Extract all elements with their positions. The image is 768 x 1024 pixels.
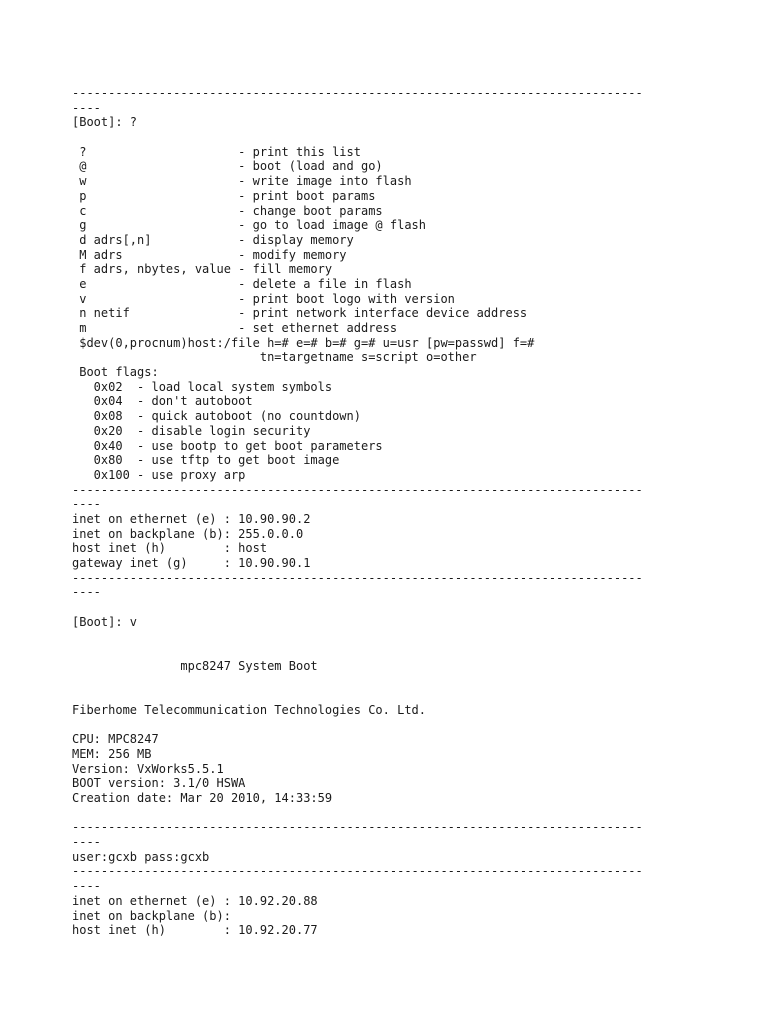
console-line: g - go to load image @ flash <box>72 218 427 233</box>
console-line: inet on ethernet (e) : 10.92.20.88 <box>72 893 318 908</box>
console-line: $dev(0,procnum)host:/file h=# e=# b=# g=# u=usr [pw=passwd] f=# <box>72 335 535 350</box>
console-line: CPU: MPC8247 <box>72 732 159 747</box>
console-line: v - print boot logo with version <box>72 291 455 306</box>
console-line: 0x08 - quick autoboot (no countdown) <box>72 409 361 424</box>
console-line: 0x40 - use bootp to get boot parameters <box>72 438 383 453</box>
console-line <box>72 600 712 615</box>
console-line <box>72 674 712 689</box>
console-line: Boot flags: <box>72 365 159 380</box>
console-line: inet on backplane (b): 255.0.0.0 <box>72 526 304 541</box>
console-line: inet on backplane (b): <box>72 908 231 923</box>
console-line: ---- <box>72 585 101 600</box>
console-line <box>72 130 712 145</box>
console-line: mpc8247 System Boot <box>72 658 318 673</box>
console-line: m - set ethernet address <box>72 321 398 335</box>
console-line: 0x100 - use proxy arp <box>72 467 246 482</box>
console-line: ---- <box>72 100 101 115</box>
console-line: d adrs[,n] - display memory <box>72 232 354 247</box>
console-line: 0x02 - load local system symbols <box>72 379 333 394</box>
console-line: ------------------------------------------------------------------------------- <box>72 86 643 100</box>
console-line: MEM: 256 MB <box>72 746 152 761</box>
console-line: M adrs - modify memory <box>72 247 347 262</box>
console-line: user:gcxb pass:gcxb <box>72 849 210 864</box>
console-line: ---- <box>72 835 101 850</box>
console-line: ------------------------------------------------------------------------------- <box>72 820 643 835</box>
console-line: ? - print this list <box>72 144 361 159</box>
console-line: host inet (h) : 10.92.20.77 <box>72 923 318 938</box>
console-line: [Boot]: v <box>72 614 138 629</box>
console-line: 0x20 - disable login security <box>72 423 311 438</box>
console-line: ---- <box>72 497 101 512</box>
console-line: 0x04 - don't autoboot <box>72 394 253 409</box>
console-line: ------------------------------------------------------------------------------- <box>72 482 643 497</box>
console-line <box>72 629 712 644</box>
console-line: f adrs, nbytes, value - fill memory <box>72 262 333 277</box>
console-line: host inet (h) : host <box>72 541 268 556</box>
console-line: inet on ethernet (e) : 10.90.90.2 <box>72 511 311 526</box>
console-lines <box>72 86 712 938</box>
console-line: Creation date: Mar 20 2010, 14:33:59 <box>72 791 333 805</box>
console-line: ---- <box>72 879 101 894</box>
console-document <box>72 86 712 938</box>
console-line <box>72 806 712 821</box>
console-line: c - change boot params <box>72 203 383 218</box>
console-line: n netif - print network interface device address <box>72 306 528 321</box>
console-line: Fiberhome Telecommunication Technologies Co. Ltd. <box>72 702 427 717</box>
console-line: @ - boot (load and go) <box>72 159 383 174</box>
console-line: e - delete a file in flash <box>72 276 412 291</box>
console-line <box>72 688 712 703</box>
console-line: p - print boot params <box>72 188 376 203</box>
console-line: 0x80 - use tftp to get boot image <box>72 453 340 468</box>
console-line: BOOT version: 3.1/0 HSWA <box>72 776 246 791</box>
console-line <box>72 644 712 659</box>
console-line <box>72 718 712 733</box>
console-line: [Boot]: ? <box>72 115 138 130</box>
console-line: gateway inet (g) : 10.90.90.1 <box>72 556 311 570</box>
console-line: ------------------------------------------------------------------------------- <box>72 864 643 879</box>
console-line: tn=targetname s=script o=other <box>72 350 477 365</box>
console-line: w - write image into flash <box>72 174 412 189</box>
console-line: ------------------------------------------------------------------------------- <box>72 570 643 585</box>
console-line: Version: VxWorks5.5.1 <box>72 761 224 776</box>
